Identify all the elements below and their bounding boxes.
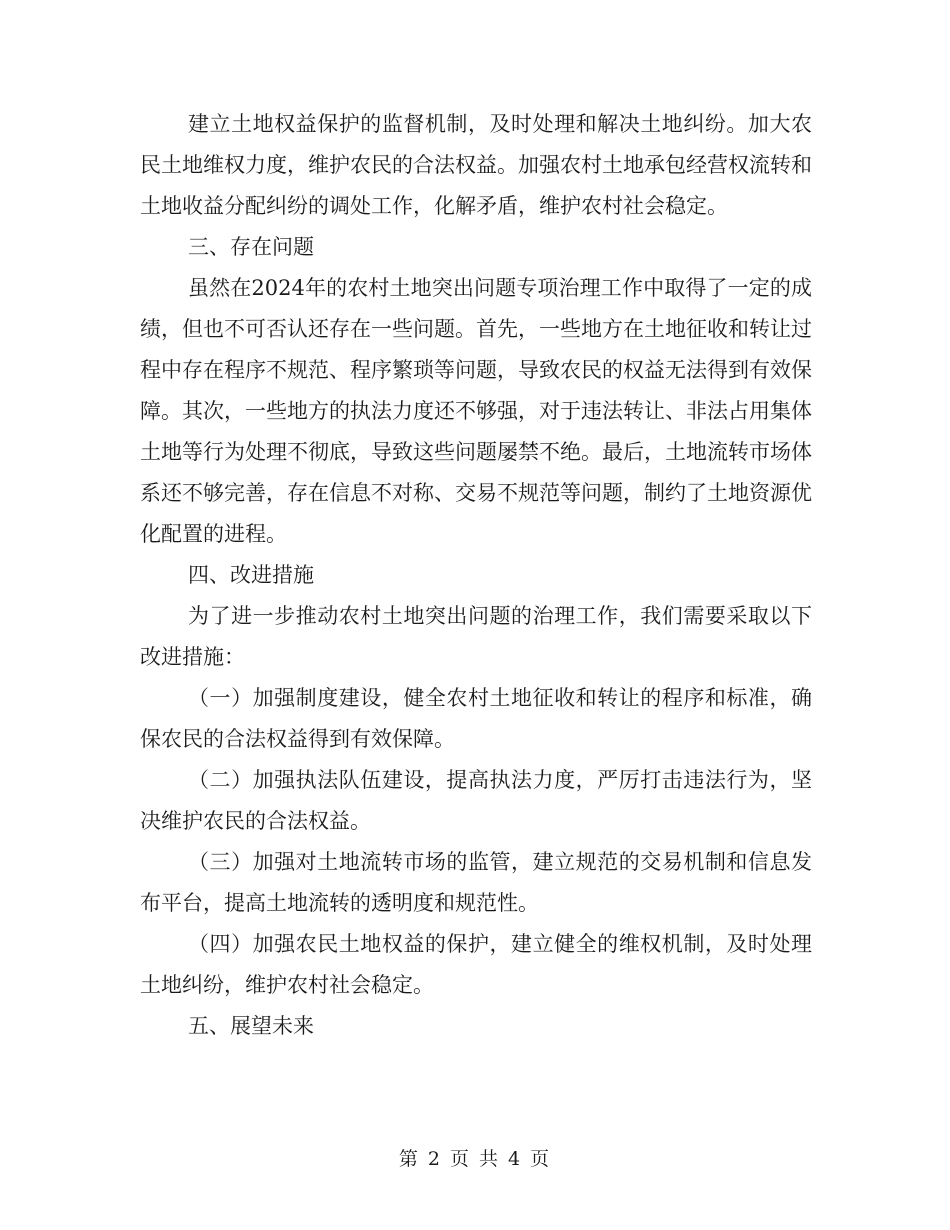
improvement-item-3: （三）加强对土地流转市场的监管，建立规范的交易机制和信息发布平台，提高土地流转的透明度和规范性。 [140,850,812,915]
paragraph-dispute-mechanism: 建立土地权益保护的监督机制，及时处理和解决土地纠纷。加大农民土地维权力度，维护农民的合法权益。加强农村土地承包经营权流转和土地收益分配纠纷的调处工作，化解矛盾，维护农村社会稳定。 [140,112,812,218]
paragraph-problems: 虽然在2024年的农村土地突出问题专项治理工作中取得了一定的成绩，但也不可否认还存在一些问题。首先，一些地方在土地征收和转让过程中存在程序不规范、程序繁琐等问题，导致农民的权益无法得到有效保障。其次，一些地方的执法力度还不够强，对于违法转让、非法占用集体土地等行为处理不彻底，导致这些问题屡禁不绝。最后，土地流转市场体系还不够完善，存在信息不对称、交易不规范等问题，制约了土地资源优化配置的进程。 [140,276,812,546]
section-heading-problems: 三、存在问题 [188,235,314,259]
improvement-item-1: （一）加强制度建设，健全农村土地征收和转让的程序和标准，确保农民的合法权益得到有效保障。 [140,686,812,751]
paragraph-improvements-intro: 为了进一步推动农村土地突出问题的治理工作，我们需要采取以下改进措施： [140,604,812,669]
improvement-item-2: （二）加强执法队伍建设，提高执法力度，严厉打击违法行为，坚决维护农民的合法权益。 [140,768,812,833]
document-body [140,104,812,1047]
section-heading-outlook: 五、展望未来 [188,1014,314,1038]
improvement-item-4: （四）加强农民土地权益的保护，建立健全的维权机制，及时处理土地纠纷，维护农村社会稳定。 [140,932,812,997]
section-heading-improvements: 四、改进措施 [188,563,314,587]
page-number-footer: 第 2 页 共 4 页 [398,1148,552,1170]
